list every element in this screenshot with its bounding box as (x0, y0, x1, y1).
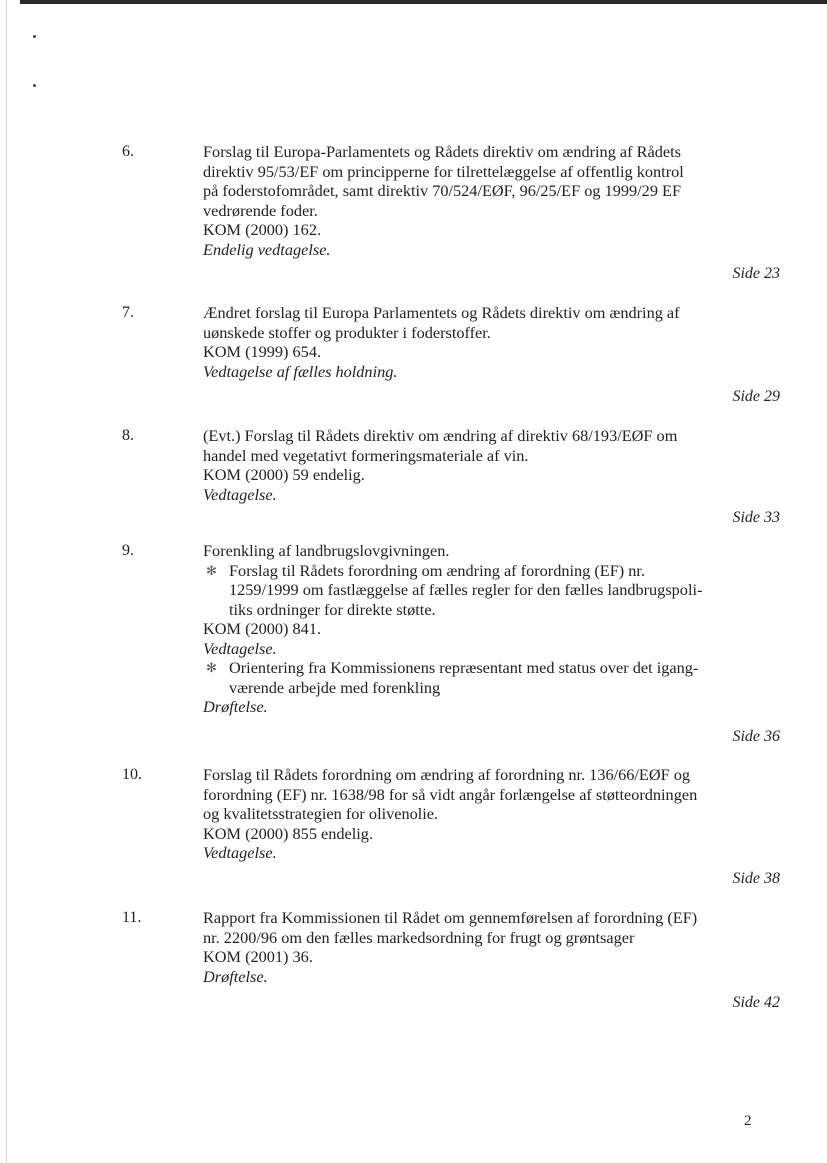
item-line: KOM (2000) 162. (203, 220, 322, 239)
item-line: (Evt.) Forslag til Rådets direktiv om ændring af direktiv 68/193/EØF om (203, 426, 678, 445)
item-line: KOM (1999) 654. (203, 342, 322, 361)
item-line: Rapport fra Kommissionen til Rådet om gennemførelsen af forordning (EF) (203, 908, 698, 927)
item-number: 9. (122, 542, 134, 559)
page-reference: Side 33 (732, 509, 780, 526)
item-number: 6. (122, 143, 134, 160)
item-text (203, 142, 783, 259)
item-text (203, 303, 783, 381)
item-status: Drøftelse. (203, 697, 268, 716)
item-status: Vedtagelse af fælles holdning. (203, 361, 398, 381)
item-line: tiks ordninger for direkte støtte. (229, 599, 436, 619)
item-number: 10. (122, 766, 142, 783)
item-reference: KOM (2000) 841. (203, 619, 322, 638)
item-line: Forslag til Rådets forordning om ændring af forordning nr. 136/66/EØF og (203, 765, 691, 784)
item-line: forordning (EF) nr. 1638/98 for så vidt angår forlængelse af støtteordningen (203, 784, 698, 804)
page-reference: Side 42 (732, 994, 780, 1011)
item-number: 7. (122, 304, 134, 321)
item-line: på foderstofområdet, samt direktiv 70/524/EØF, 96/25/EF og 1999/29 EF (203, 181, 682, 200)
item-line: Ændret forslag til Europa Parlamentets og Rådets direktiv om ændring af (203, 303, 680, 322)
item-text (203, 908, 783, 986)
item-line: og kvalitetsstrategien for olivenolie. (203, 804, 439, 823)
item-line: Forslag til Europa-Parlamentets og Rådets direktiv om ændring af Rådets (203, 142, 681, 161)
punch-mark (33, 84, 36, 87)
item-line: handel med vegetativt formeringsmateriale af vin. (203, 445, 529, 465)
top-rule (20, 0, 827, 4)
page-number: 2 (744, 1113, 752, 1129)
item-line: direktiv 95/53/EF om principperne for tilrettelæggelse af offentlig kontrol (203, 161, 684, 181)
page-reference: Side 23 (732, 265, 780, 282)
item-status: Vedtagelse. (203, 638, 277, 658)
item-line: vedrørende foder. (203, 200, 318, 220)
page-reference: Side 38 (732, 870, 780, 887)
bullet-item (203, 658, 783, 697)
punch-mark (33, 35, 36, 38)
item-text (203, 426, 783, 504)
asterisk-icon: ✻ (206, 562, 217, 578)
item-line: Forslag til Rådets forordning om ændring af forordning (EF) nr. (229, 560, 646, 580)
item-line: KOM (2001) 36. (203, 947, 313, 966)
item-line: nr. 2200/96 om den fælles markedsordning for frugt og grøntsager (203, 927, 635, 947)
item-text (203, 541, 783, 717)
item-number: 11. (122, 909, 142, 926)
item-status: Drøftelse. (203, 966, 268, 986)
item-line: værende arbejde med forenkling (229, 677, 441, 697)
item-text (203, 765, 783, 863)
item-status: Vedtagelse. (203, 484, 277, 504)
scan-edge (6, 0, 7, 1163)
item-status: Vedtagelse. (203, 843, 277, 862)
item-intro: Forenkling af landbrugslovgivningen. (203, 541, 450, 560)
item-line: KOM (2000) 59 endelig. (203, 465, 365, 484)
asterisk-icon: ✻ (206, 660, 217, 675)
item-line: KOM (2000) 855 endelig. (203, 823, 374, 843)
item-number: 8. (122, 427, 134, 444)
item-line: 1259/1999 om fastlæggelse af fælles regler for den fælles landbrugspoli- (229, 580, 703, 599)
bullet-item (203, 561, 783, 620)
item-line: uønskede stoffer og produkter i foderstoffer. (203, 322, 491, 342)
item-line: Orientering fra Kommissionens repræsentant med status over det igang- (229, 658, 699, 677)
page-reference: Side 29 (732, 388, 780, 405)
item-status: Endelig vedtagelse. (203, 239, 331, 259)
page-reference: Side 36 (732, 728, 780, 745)
